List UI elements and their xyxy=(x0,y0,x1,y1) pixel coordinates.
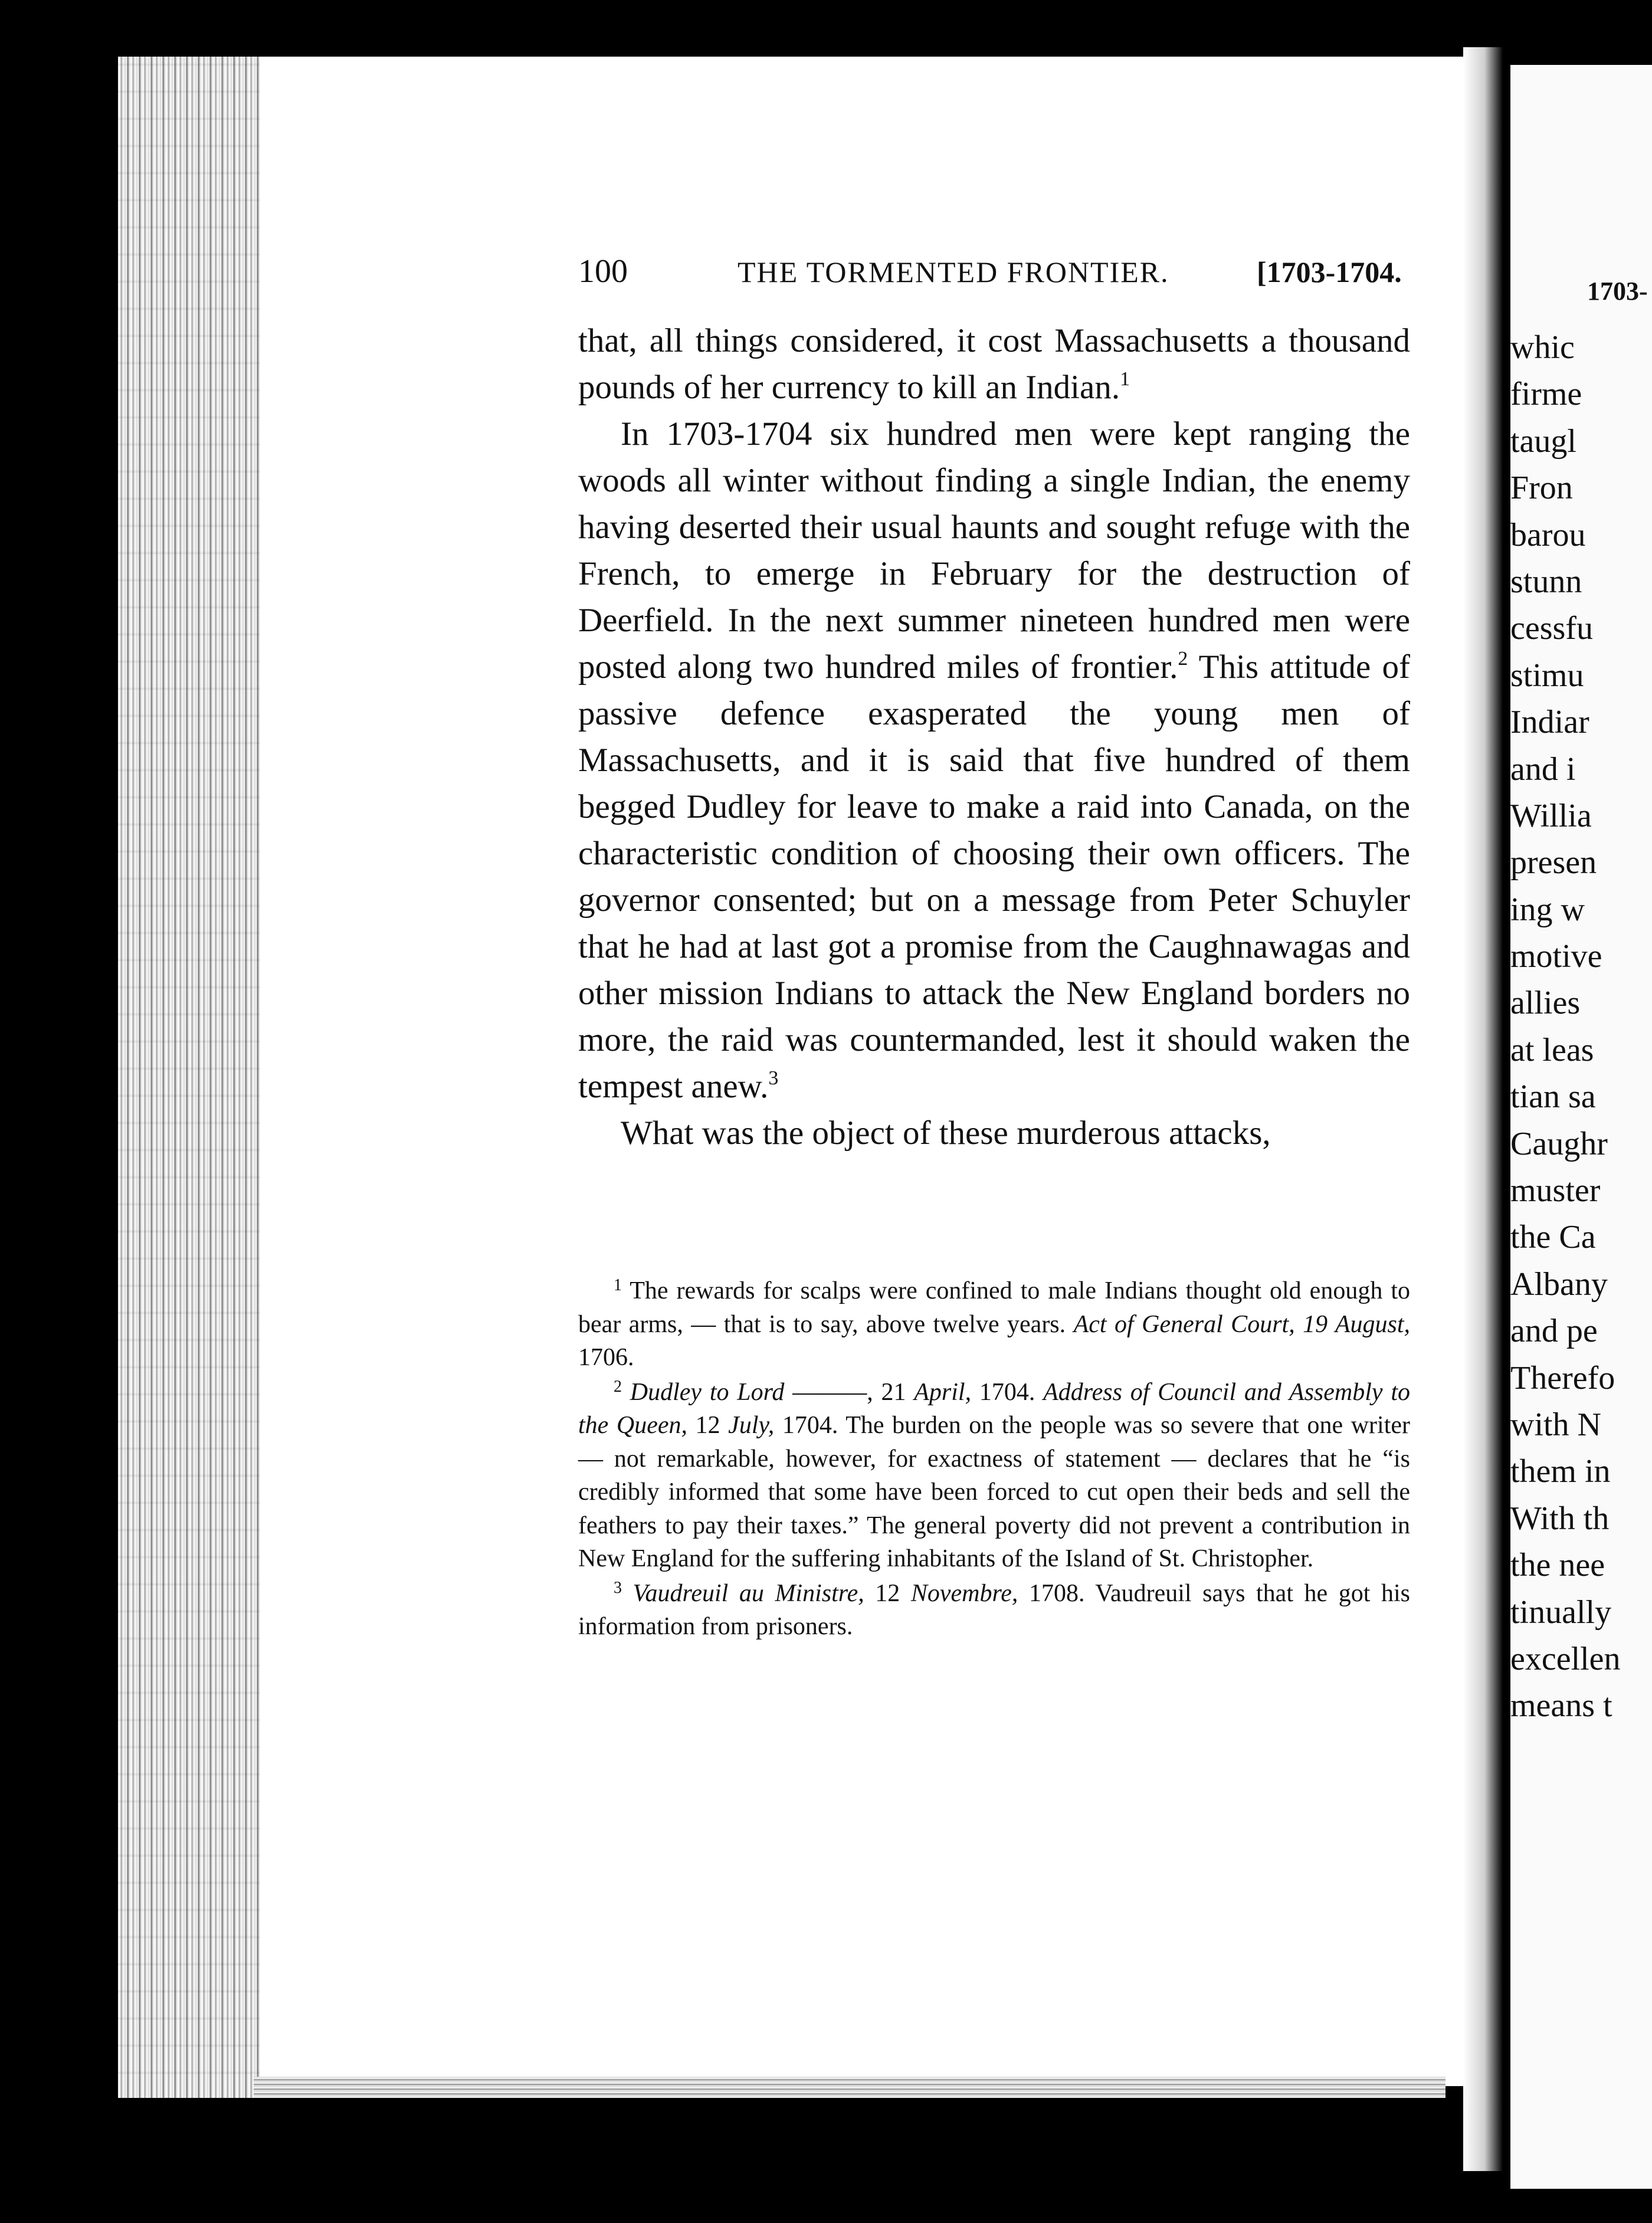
facing-page-line: tinually xyxy=(1510,1594,1612,1631)
facing-page-line: cessfu xyxy=(1510,610,1593,647)
facing-page-line: means t xyxy=(1510,1687,1612,1724)
paragraph-2 xyxy=(578,411,1410,1110)
body-text xyxy=(578,317,1410,1156)
footnote-2-text-d: 1704. The burden on the people was so severe that one writer — not remarkable, however, for exactness of statement — declares that he “is credibly informed that some have been forced to cut open their beds and sell the feathers to pay their taxes.” The general poverty did not prevent a contribution in New England for the suffering inhabitants of the Island of St. Christopher. xyxy=(578,1412,1410,1572)
paragraph-3-text: What was the object of these murderous attacks, xyxy=(621,1114,1271,1152)
paragraph-2-text-b: This attitude of passive defence exasperated the young men of Massachusetts, and it is said that five hundred of them begged Dudley for leave to make a raid into Canada, on the characteristic condition of choosing their own officers. The governor consented; but on a message from Peter Schuyler that he had at last got a promise from the Caughnawagas and other mission Indians to attack the New England borders no more, the raid was countermanded, lest it should waken the tempest anew. xyxy=(578,648,1410,1105)
footnote-3-month: Novembre, xyxy=(910,1579,1018,1607)
facing-page-line: them in xyxy=(1510,1453,1611,1490)
footnote-2-mark: 2 xyxy=(614,1377,622,1396)
facing-page xyxy=(1510,65,1652,2189)
note-ref-1: 1 xyxy=(1120,368,1130,390)
paragraph-1 xyxy=(578,317,1410,411)
footnote-2 xyxy=(578,1376,1410,1576)
facing-page-line: With th xyxy=(1510,1500,1610,1537)
footnote-3-text-a: 12 xyxy=(864,1579,911,1607)
footnote-1 xyxy=(578,1274,1410,1375)
footnote-2-month-b: July, xyxy=(728,1412,775,1439)
facing-page-line: ing w xyxy=(1510,891,1585,928)
facing-page-line: Therefo xyxy=(1510,1359,1615,1396)
page-bottom-edge xyxy=(254,2077,1446,2098)
footnote-1-mark: 1 xyxy=(614,1276,622,1294)
footnote-1-year: 1706. xyxy=(578,1344,634,1371)
footnote-1-citation: Act of General Court, 19 August, xyxy=(1073,1310,1410,1338)
facing-page-line: excellen xyxy=(1510,1640,1621,1677)
footnotes xyxy=(578,1274,1410,1645)
book-gutter xyxy=(1463,47,1516,2171)
running-head xyxy=(578,253,1416,294)
footnote-3-mark: 3 xyxy=(614,1578,622,1597)
footnote-1-text: The rewards for scalps were confined to male Indians thought old enough to bear arms, — that is to say, above twelve years. xyxy=(578,1277,1410,1338)
footnote-2-month-a: April, xyxy=(914,1378,972,1406)
facing-page-line: allies xyxy=(1510,985,1581,1022)
facing-page-line: whic xyxy=(1510,329,1575,366)
footnote-3-citation: Vaudreuil au Ministre, xyxy=(622,1579,864,1607)
facing-page-line: Willia xyxy=(1510,797,1592,834)
footnote-3 xyxy=(578,1577,1410,1644)
note-ref-2: 2 xyxy=(1178,648,1188,670)
footnote-2-text-b: 1704. xyxy=(971,1378,1044,1406)
footnote-2-text-a: ———, 21 xyxy=(784,1378,914,1406)
note-ref-3: 3 xyxy=(768,1067,779,1089)
facing-page-line: the Ca xyxy=(1510,1219,1596,1256)
facing-page-line: firme xyxy=(1510,376,1582,413)
facing-page-line: with N xyxy=(1510,1406,1601,1443)
facing-page-line: motive xyxy=(1510,938,1602,975)
facing-page-line: stimu xyxy=(1510,657,1584,694)
facing-page-line: at leas xyxy=(1510,1031,1594,1068)
paragraph-3 xyxy=(578,1110,1410,1156)
facing-page-line: and pe xyxy=(1510,1313,1598,1350)
facing-page-line: and i xyxy=(1510,750,1576,788)
footnote-2-citation-a: Dudley to Lord xyxy=(622,1378,785,1406)
facing-page-line: stunn xyxy=(1510,563,1582,600)
facing-page-line: barou xyxy=(1510,516,1586,553)
facing-page-line: Fron xyxy=(1510,470,1573,507)
paragraph-2-text-a: In 1703-1704 six hundred men were kept ranging the woods all winter without finding a single Indian, the enemy having deserted their usual haunts and sought refuge with the French, to emerge in February for the destruction of Deerfield. In the next summer nineteen hundred men were posted along two hundred miles of frontier. xyxy=(578,415,1410,686)
footnote-3-text-b: 1708. Vaudreuil says that he got his information from prisoners. xyxy=(578,1579,1410,1640)
facing-page-line: Indiar xyxy=(1510,704,1589,741)
facing-page-line: taugl xyxy=(1510,422,1576,460)
footnote-2-citation-b: Address of Council and Assembly to the Queen, xyxy=(578,1378,1410,1439)
paragraph-1-text: that, all things considered, it cost Massachusetts a thousand pounds of her currency to kill an Indian. xyxy=(578,322,1410,406)
facing-page-line: Albany xyxy=(1510,1265,1608,1303)
facing-page-line: Caughr xyxy=(1510,1125,1608,1162)
facing-page-line: the nee xyxy=(1510,1547,1605,1584)
facing-page-header: 1703- xyxy=(1587,277,1648,306)
running-years: [1703-1704. xyxy=(1257,255,1402,288)
page-number: 100 xyxy=(578,253,628,290)
facing-page-line: muster xyxy=(1510,1172,1601,1209)
footnote-2-text-c: 12 xyxy=(687,1412,729,1439)
facing-page-line: presen xyxy=(1510,844,1597,881)
facing-page-lines xyxy=(1510,324,1621,1730)
facing-page-line: tian sa xyxy=(1510,1078,1596,1116)
running-title: THE TORMENTED FRONTIER. xyxy=(738,255,1169,288)
